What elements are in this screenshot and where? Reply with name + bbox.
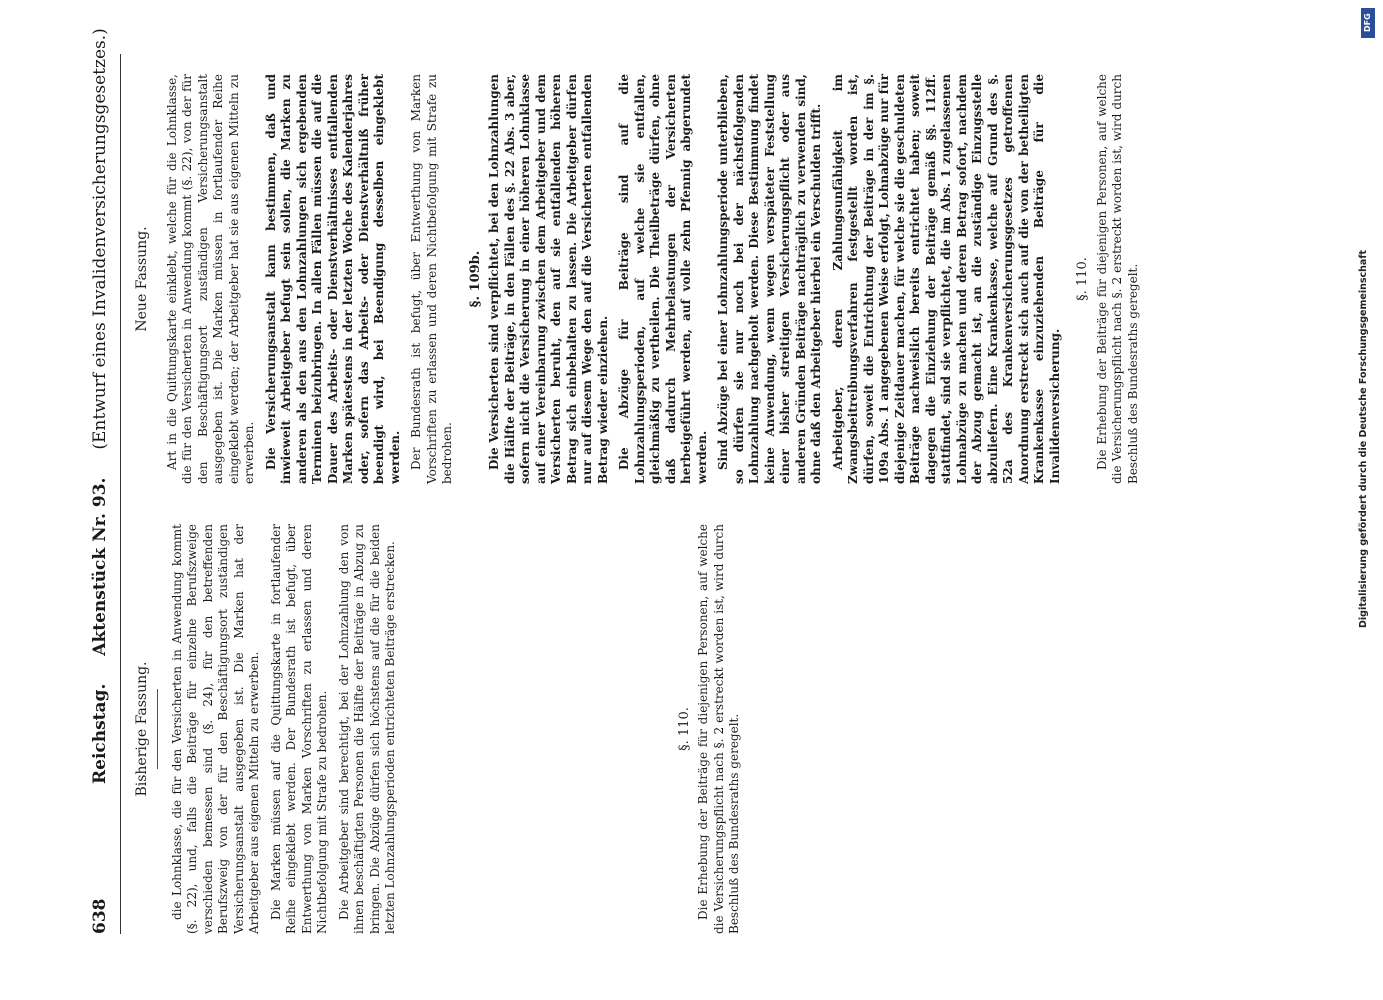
page-number: 638 <box>90 898 110 934</box>
right-paragraph-5: Die Abzüge für Beiträge sind auf die Lohnzahlungsperioden, auf welche sie entfallen, gleichmäßig zu vertheilen. Die Theilbeträge dürfen, ohne daß dadurch Mehrbelastungen der Versicherten herbeigeführt werden, auf volle zehn Pfennig abgerundet werden. <box>617 74 709 484</box>
header-aktenstueck: Aktenstück Nr. 93. <box>90 477 110 656</box>
left-paragraph-1: die Lohnklasse, die für den Versicherten in Anwendung kommt (§. 22), und, falls die Beiträge für einzelne Berufszweige verschieden bemessen sind (§. 24), für den betreffenden Berufszweig von der für den Beschäftigungsort zuständigen Versicherungsanstalt ausgegeben ist. Die Marken hat der Arbeitgeber aus eigenen Mitteln zu erwerben. <box>169 524 261 934</box>
right-paragraph-2: Die Versicherungsanstalt kann bestimmen, daß und inwieweit Arbeitgeber befugt sein sollen, die Marken zu anderen als den aus den Lohnzahlungen sich ergebenden Terminen beizubringen. In allen Fällen müssen die auf die Dauer des Arbeits- oder Dienstverhältnisses entfallenden Marken spätestens in der letzten Woche des Kalenderjahres oder, sofern das Arbeits- oder Dienstverhältniß früher beendigt wird, bei Beendigung desselben eingeklebt werden. <box>263 74 402 484</box>
header-entwurf: (Entwurf eines Invalidenversicherungsgesetzes.) <box>90 28 110 450</box>
left-paragraph-3: Die Arbeitgeber sind berechtigt, bei der Lohnzahlung den von ihnen beschäftigten Personen die Hälfte der Beiträge in Abzug zu bringen. Die Abzüge dürfen sich höchstens auf die für die beiden letzten Lohnzahlungsperioden entrichteten Beiträge erstrecken. <box>336 524 397 934</box>
right-paragraph-7: Arbeitgeber, deren Zahlungsunfähigkeit im Zwangsbeitreibungsverfahren festgestellt worden ist, dürfen, soweit die Entrichtung der Beiträge in der im §. 109a Abs. 1 angegebenen Weise erfolgt, Lohnabzüge nur für diejenige Zeitdauer machen, für welche sie die geschuldeten Beiträge nachweislich bereits entrichtet haben; soweit dagegen die Einziehung der Beiträge gemäß §§. 112ff. stattfindet, sind sie verpflichtet, die im Abs. 1 zugelassenen Lohnabzüge zu machen und deren Betrag sofort, nachdem der Abzug gemacht ist, an die zuständige Einzugsstelle abzuliefern. Eine Krankenkasse, welche auf Grund des §. 52a des Krankenversicherungsgesetzes getroffenen Anordnung erstreckt sich auch auf die von der betheiligten Krankenkasse einzuziehenden Beiträge für die Invalidenversicherung. <box>830 74 1062 484</box>
right-paragraph-6: Sind Abzüge bei einer Lohnzahlungsperiode unterblieben, so dürfen sie nur noch bei der nächstfolgenden Lohnzahlung nachgeholt werden. Diese Bestimmung findet keine Anwendung, wenn wegen verspäteter Feststellung einer bisher streitigen Versicherungspflicht oder aus anderen Gründen Beiträge nachträglich zu verwenden sind, ohne daß den Arbeitgeber hierbei ein Verschulden trifft. <box>716 74 823 484</box>
right-section-109b: §. 109b. <box>467 250 483 308</box>
right-paragraph-3: Der Bundesrath ist befugt, über Entwerthung von Marken Vorschriften zu erlassen und deren Nichtbefolgung mit Strafe zu bedrohen. <box>409 74 454 484</box>
left-section-110: §. 110. <box>676 707 692 751</box>
scanned-page <box>20 24 1350 984</box>
right-paragraph-1: Art in die Quittungskarte einklebt, welche für die Lohnklasse, die für den Versicherten in Anwendung kommt (§. 22), von der für den Beschäftigungsort zuständigen Versicherungsanstalt ausgegeben ist. Die Marken müssen in fortlaufender Reihe eingeklebt werden; der Arbeitgeber hat sie aus eigenen Mitteln zu erwerben. <box>164 74 256 484</box>
header-title <box>90 6 110 784</box>
right-column-heading: Neue Fassung. <box>134 226 150 332</box>
left-heading-rule <box>157 689 158 769</box>
right-paragraph-110: Die Erhebung der Beiträge für diejenigen Personen, auf welche die Versicherungspflicht nach §. 2 erstreckt worden ist, wird durch Beschluß des Bundesraths geregelt. <box>1094 74 1140 484</box>
header-rule <box>120 54 121 934</box>
digitization-note: Digitalisierung gefördert durch die Deutsche Forschungsgemeinschaft <box>1358 250 1369 628</box>
right-section-110: §. 110. <box>1075 257 1090 301</box>
page-header <box>90 28 120 934</box>
right-paragraph-4: Die Versicherten sind verpflichtet, bei den Lohnzahlungen die Hälfte der Beiträge, in den Fällen des §. 22 Abs. 3 aber, sofern nicht die Versicherung in einer höheren Lohnklasse auf einer Vereinbarung zwischen dem Arbeitgeber und dem Versicherten beruht, den auf sie entfallenden höheren Betrag sich einbehalten zu lassen. Die Arbeitgeber dürfen nur auf diesem Wege den auf die Versicherten entfallenden Betrag wieder einziehen. <box>487 74 610 484</box>
right-column-neue-fassung <box>135 74 1147 484</box>
left-paragraph-110: Die Erhebung der Beiträge für diejenigen Personen, auf welche die Versicherungspflicht nach §. 2 erstreckt worden ist, wird durch Beschluß des Bundesraths geregelt. <box>696 524 741 934</box>
header-reichstag: Reichstag. <box>90 683 110 784</box>
left-column-bisherige-fassung <box>135 524 749 934</box>
left-spacer <box>405 524 665 934</box>
left-paragraph-2: Die Marken müssen auf die Quittungskarte in fortlaufender Reihe eingeklebt werden. Der Bundesrath ist befugt, über Entwerthung von Marken Vorschriften zu erlassen und deren Nichtbefolgung mit Strafe zu bedrohen. <box>268 524 329 934</box>
left-column-heading: Bisherige Fassung. <box>134 661 150 797</box>
dfg-logo: DFG <box>1361 8 1375 38</box>
